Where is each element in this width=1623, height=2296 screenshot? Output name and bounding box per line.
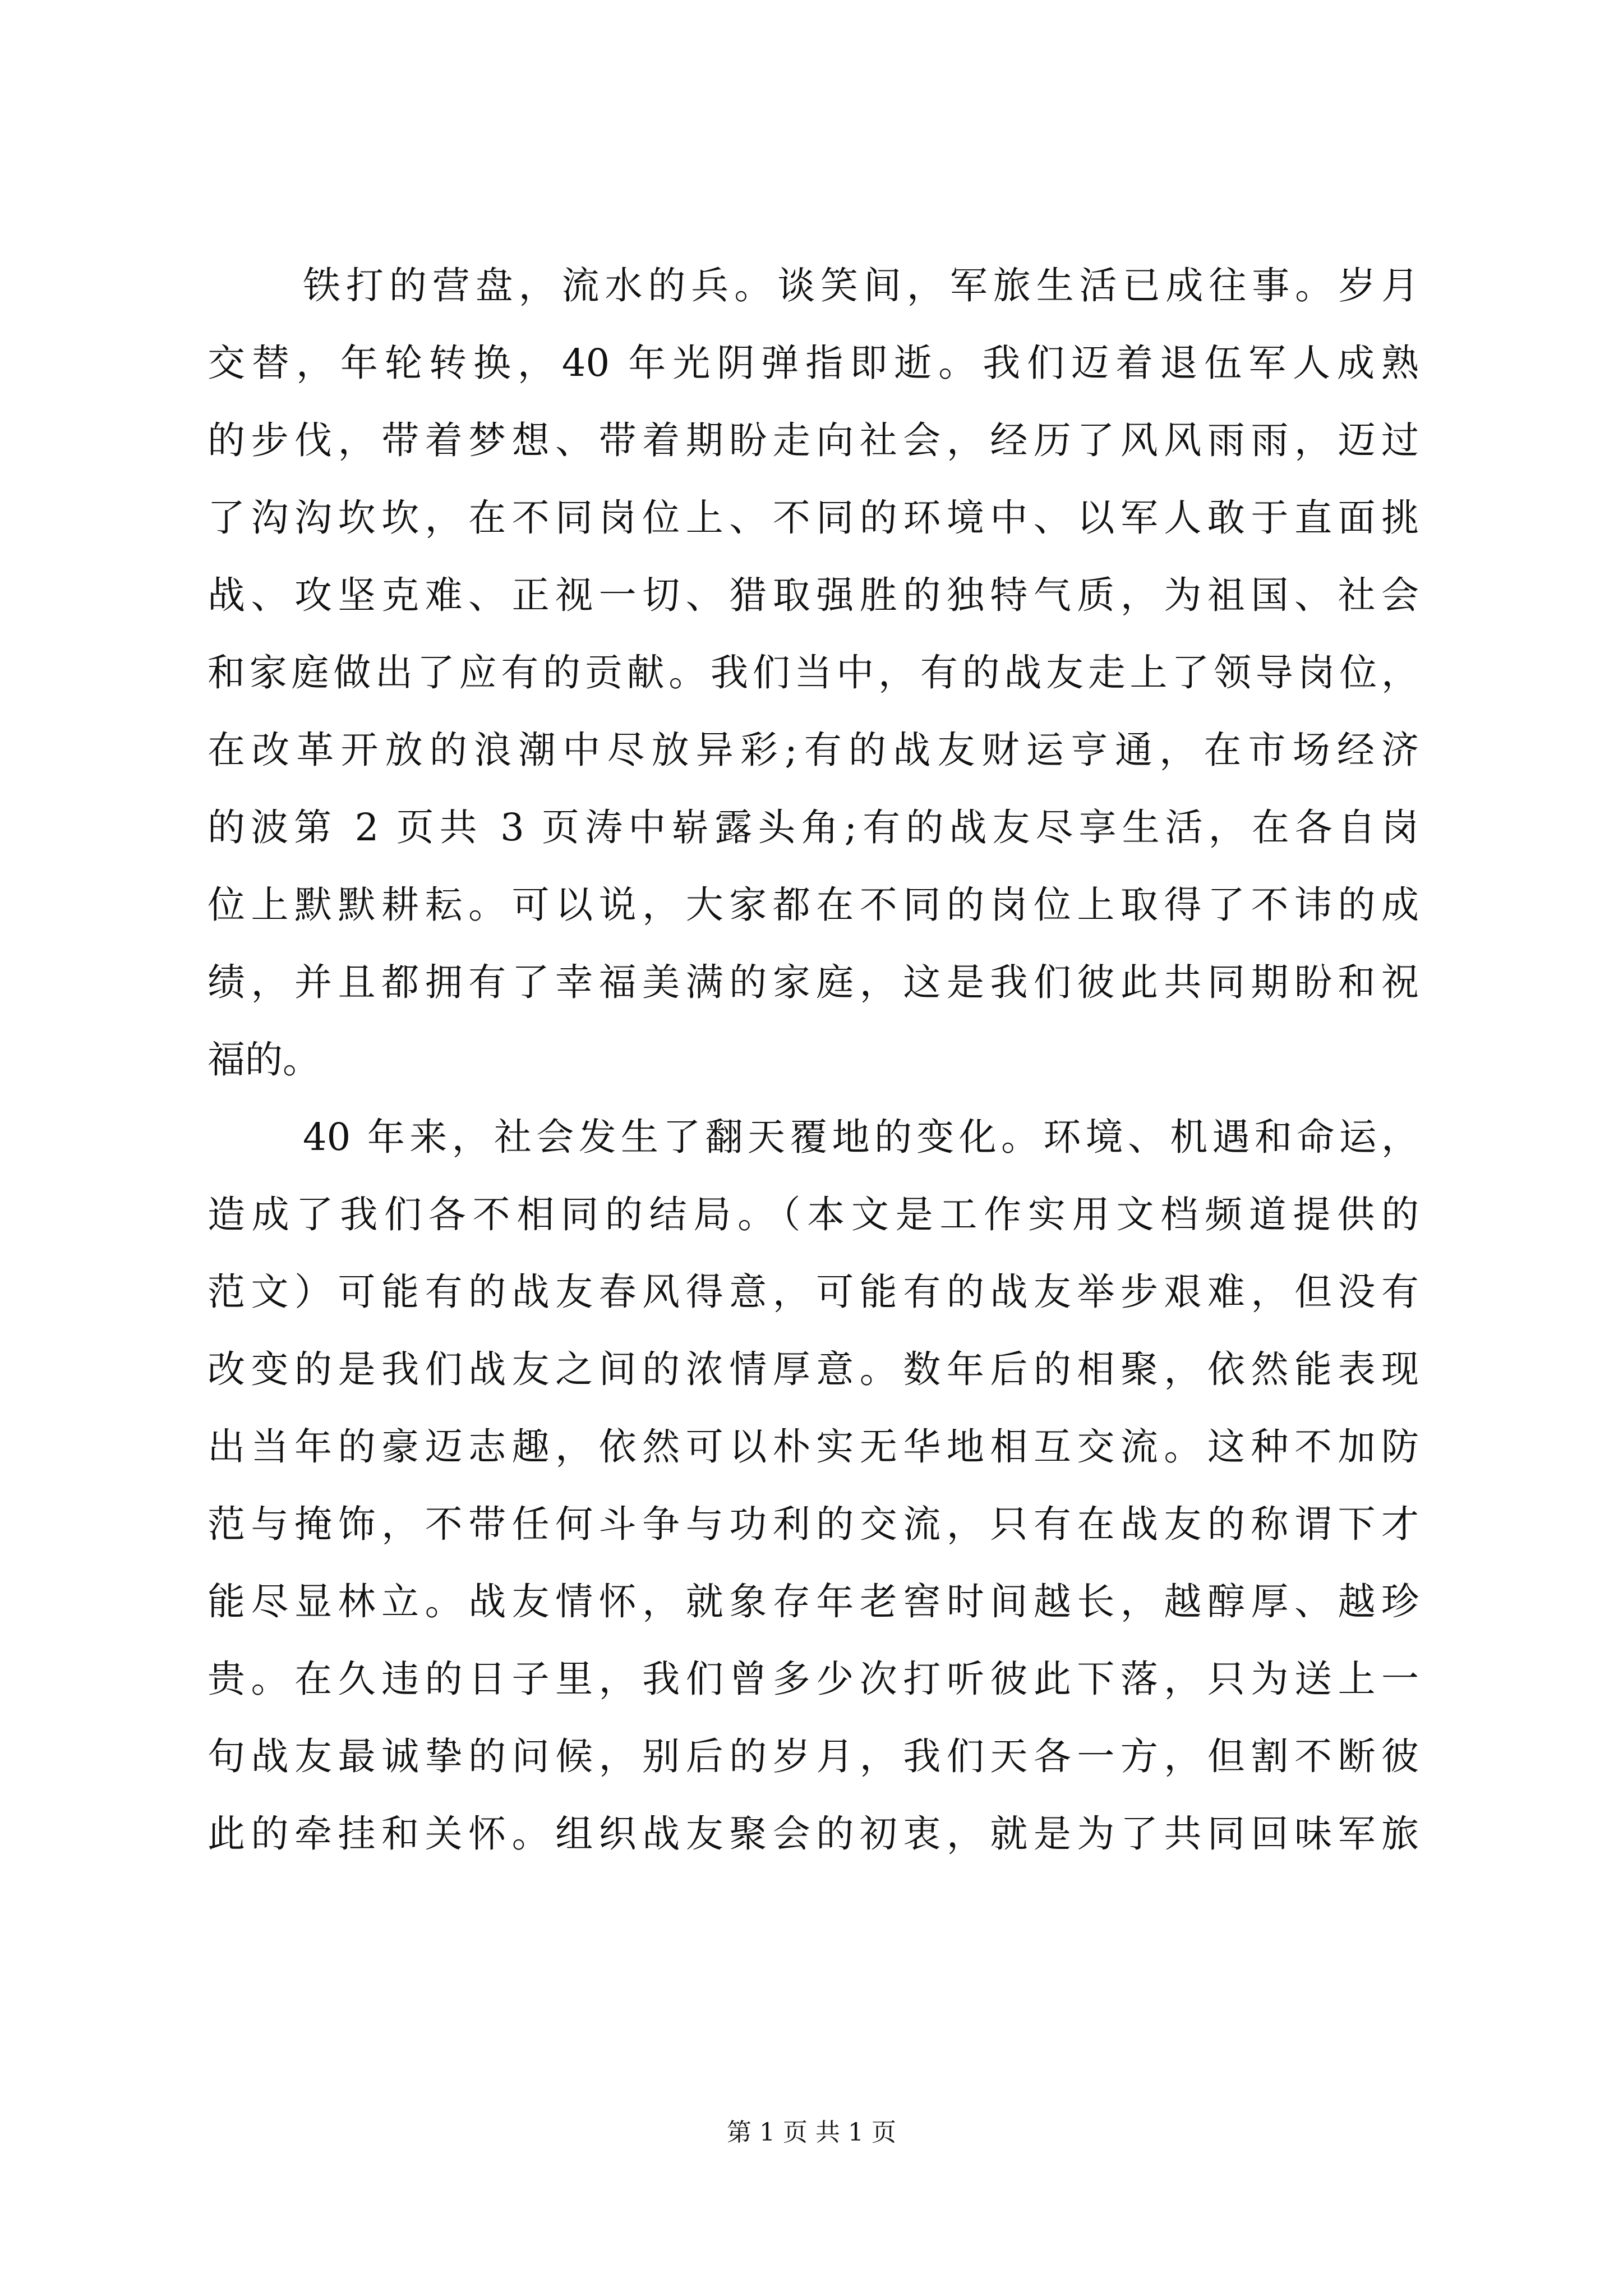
text-line: 的步伐，带着梦想、带着期盼走向社会，经历了风风雨雨，迈过: [208, 418, 1419, 462]
text-line: 40 年来，社会发生了翻天覆地的变化。环境、机遇和命运，: [303, 1115, 1419, 1159]
text-line: 范与掩饰，不带任何斗争与功利的交流，只有在战友的称谓下才: [208, 1502, 1419, 1546]
document-body: [208, 247, 1419, 1872]
page-footer: [0, 2116, 1623, 2150]
paragraph-2: [208, 1098, 1419, 1872]
text-line: 位上默默耕耘。可以说，大家都在不同的岗位上取得了不讳的成: [208, 883, 1419, 927]
text-line: 的波第 2 页共 3 页涛中崭露头角;有的战友尽享生活，在各自岗: [208, 806, 1419, 849]
text-line: 改变的是我们战友之间的浓情厚意。数年后的相聚，依然能表现: [208, 1347, 1419, 1391]
text-line: 铁打的营盘，流水的兵。谈笑间，军旅生活已成往事。岁月: [303, 264, 1419, 307]
text-line: 句战友最诚挚的问候，别后的岁月，我们天各一方，但割不断彼: [208, 1734, 1419, 1778]
text-line: 战、攻坚克难、正视一切、猎取强胜的独特气质，为祖国、社会: [208, 573, 1419, 617]
text-line: 福的。: [208, 1038, 320, 1082]
text-line: 在改革开放的浪潮中尽放异彩;有的战友财运亨通，在市场经济: [208, 728, 1419, 772]
text-line: 交替，年轮转换，40 年光阴弹指即逝。我们迈着退伍军人成熟: [208, 341, 1419, 385]
text-line: 贵。在久违的日子里，我们曾多少次打听彼此下落，只为送上一: [208, 1657, 1419, 1701]
text-line: 此的牵挂和关怀。组织战友聚会的初衷，就是为了共同回味军旅: [208, 1812, 1419, 1856]
text-line: 了沟沟坎坎，在不同岗位上、不同的环境中、以军人敢于直面挑: [208, 496, 1419, 540]
text-line: 能尽显林立。战友情怀，就象存年老窖时间越长，越醇厚、越珍: [208, 1580, 1419, 1623]
text-line: 造成了我们各不相同的结局。（本文是工作实用文档频道提供的: [208, 1193, 1419, 1236]
paragraph-1: [208, 247, 1419, 1098]
text-line: 和家庭做出了应有的贡献。我们当中，有的战友走上了领导岗位，: [208, 651, 1419, 694]
text-line: 范文）可能有的战友春风得意，可能有的战友举步艰难，但没有: [208, 1270, 1419, 1314]
text-line: 出当年的豪迈志趣，依然可以朴实无华地相互交流。这种不加防: [208, 1425, 1419, 1469]
text-line: 绩，并且都拥有了幸福美满的家庭，这是我们彼此共同期盼和祝: [208, 960, 1419, 1004]
page-number-label: 第 1 页 共 1 页: [727, 2118, 896, 2147]
